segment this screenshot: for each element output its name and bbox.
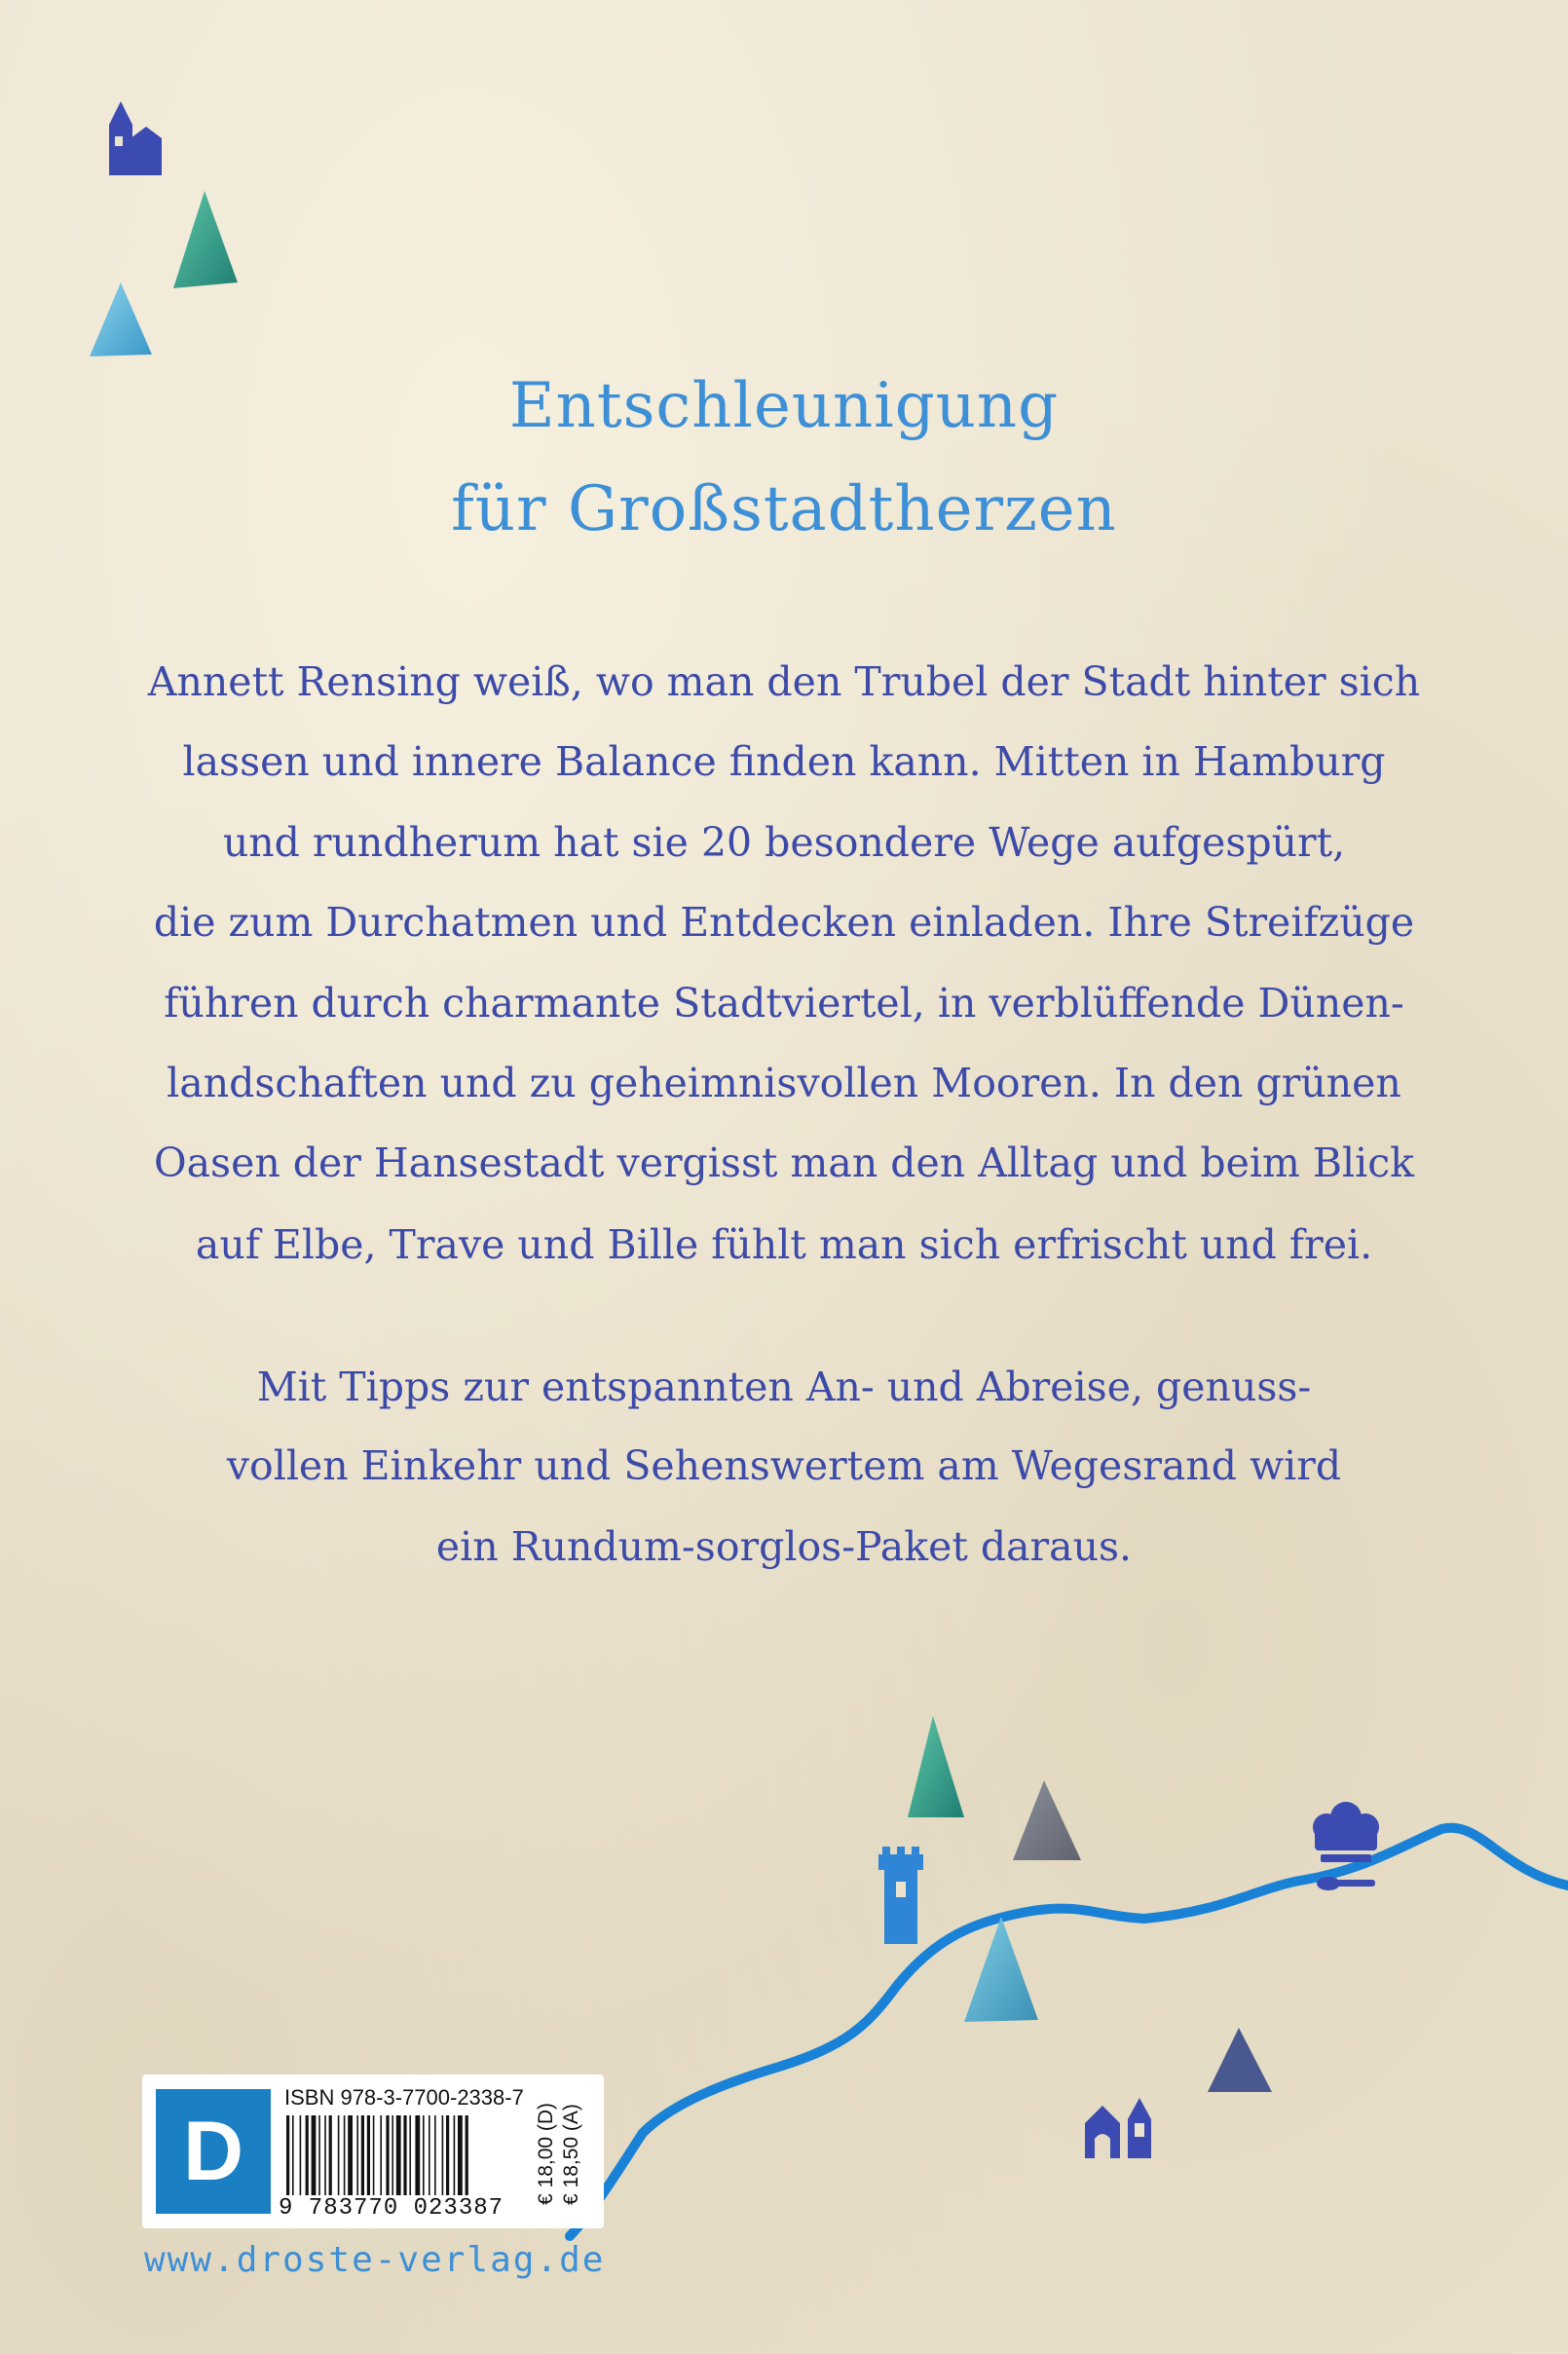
barcode-bar: [286, 2115, 289, 2195]
blurb-line: lassen und innere Balance finden kann. Mitten in Hamburg: [182, 738, 1386, 785]
barcode-number: 9 783770 023387: [279, 2195, 504, 2222]
barcode-bar: [373, 2115, 375, 2195]
tree-icon: [90, 282, 152, 356]
price-austria: € 18,50 (A): [560, 2104, 582, 2205]
blurb-line: Oasen der Hansestadt vergisst man den Alltag und beim Blick: [153, 1140, 1415, 1186]
isbn-text: ISBN 978-3-7700-2338-7: [284, 2085, 524, 2110]
barcode-bar: [403, 2115, 406, 2195]
tree-icon: [908, 1716, 964, 1817]
barcode-bar: [367, 2115, 370, 2195]
barcode-bar: [454, 2115, 456, 2195]
blurb-line: Mit Tipps zur entspannten An- und Abreise, genuss-: [256, 1364, 1312, 1410]
heading-line-1: Entschleunigung: [508, 370, 1060, 442]
barcode-bar: [380, 2115, 382, 2195]
barcode-bar: [466, 2115, 468, 2195]
barcode-bar: [429, 2115, 430, 2195]
blurb-line: landschaften und zu geheimnisvollen Mooren. In den grünen: [167, 1060, 1401, 1106]
barcode-bar: [348, 2115, 353, 2195]
blurb-line: vollen Einkehr und Sehenswertem am Wegesrand wird: [226, 1442, 1342, 1489]
tower-icon: [878, 1847, 923, 1944]
barcode: [284, 2115, 528, 2195]
houses-icon: [1085, 2098, 1151, 2158]
barcode-bar: [338, 2115, 340, 2195]
blurb-line: Annett Rensing weiß, wo man den Trubel der Stadt hinter sich: [147, 658, 1421, 705]
blurb-line: ein Rundum-sorglos-Paket daraus.: [435, 1523, 1133, 1570]
barcode-bar: [292, 2115, 294, 2195]
blurb-line: und rundherum hat sie 20 besondere Wege aufgespürt,: [222, 819, 1346, 866]
heading-line-2: für Großstadtherzen: [451, 473, 1117, 545]
barcode-bar: [409, 2115, 411, 2195]
barcode-bar: [361, 2115, 364, 2195]
barcode-bar: [423, 2115, 425, 2195]
barcode-bar: [434, 2115, 436, 2195]
blurb-line: auf Elbe, Trave und Bille fühlt man sich erfrischt und frei.: [195, 1221, 1373, 1268]
tree-icon: [964, 1917, 1038, 2022]
blurb-line: führen durch charmante Stadtviertel, in verblüffende Dünen-: [164, 980, 1404, 1027]
barcode-bar: [344, 2115, 346, 2195]
barcode-bar: [446, 2115, 449, 2195]
barcode-bar: [356, 2115, 358, 2195]
tree-icon: [1208, 2028, 1272, 2092]
tree-icon: [173, 191, 238, 288]
barcode-bar: [329, 2115, 332, 2195]
barcode-bar: [300, 2115, 302, 2195]
barcode-bar: [458, 2115, 463, 2195]
barcode-bar: [396, 2115, 401, 2195]
barcode-bar: [306, 2115, 309, 2195]
barcode-bar: [386, 2115, 389, 2195]
barcode-bar: [312, 2115, 317, 2195]
publisher-logo: D: [156, 2089, 271, 2214]
barcode-bar: [415, 2115, 420, 2195]
publisher-url[interactable]: www.droste-verlag.de: [144, 2240, 606, 2280]
tree-icon: [1013, 1780, 1081, 1860]
barcode-bar: [318, 2115, 320, 2195]
barcode-bar: [392, 2115, 393, 2195]
church-icon: [109, 101, 162, 175]
barcode-bar: [442, 2115, 444, 2195]
barcode-bar: [324, 2115, 326, 2195]
river-line: [570, 1828, 1568, 2236]
price-germany: € 18,00 (D): [535, 2102, 557, 2205]
blurb-line: die zum Durchatmen und Entdecken einladen. Ihre Streifzüge: [153, 899, 1415, 946]
